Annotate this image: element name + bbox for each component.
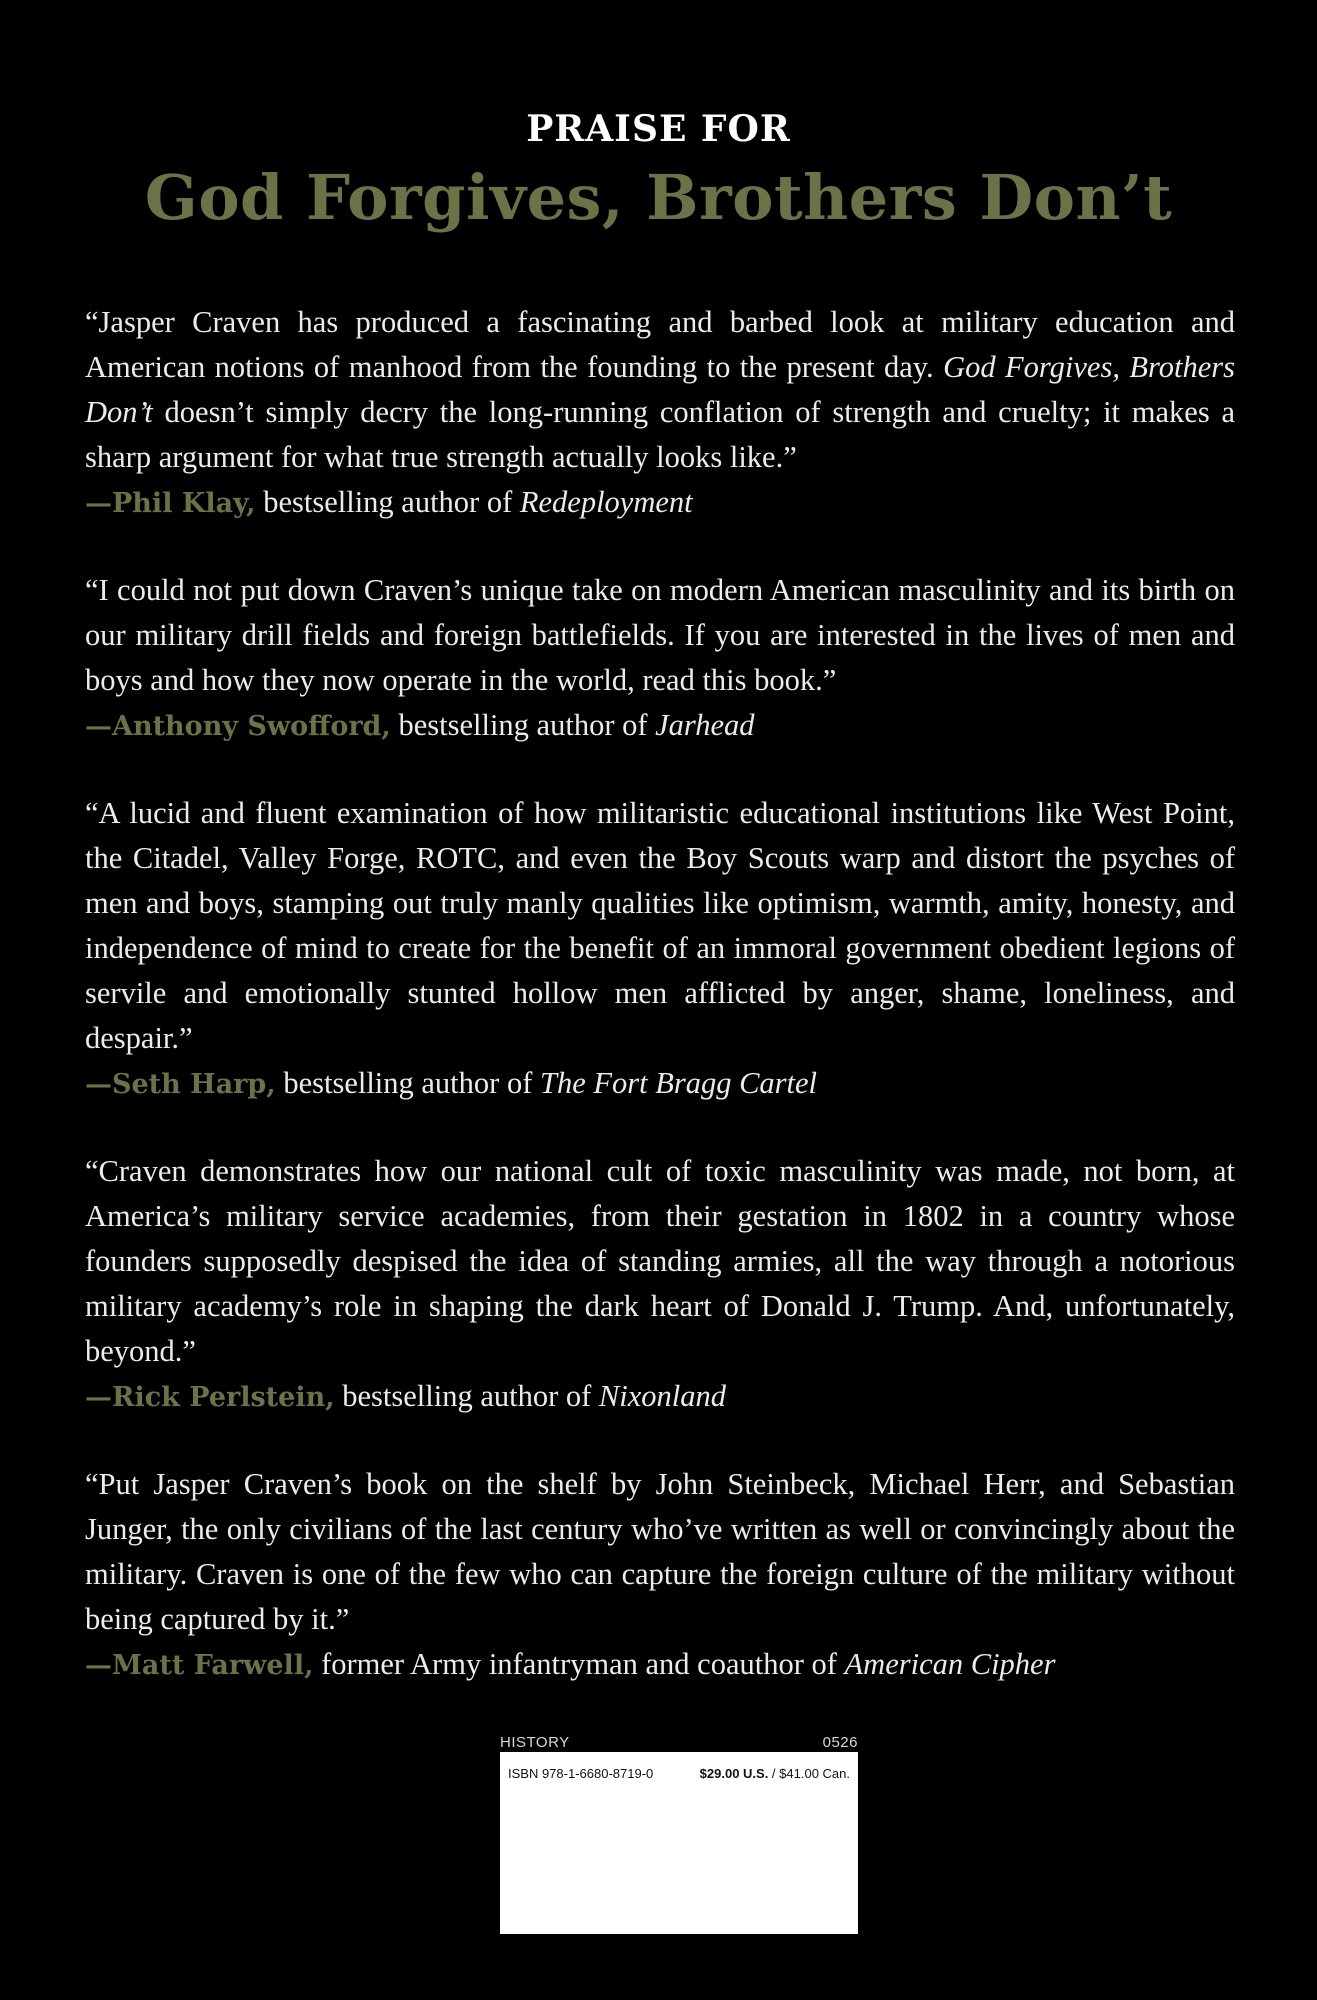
blurb-author-work: Redeployment bbox=[519, 485, 693, 519]
blurb-attribution bbox=[85, 703, 1235, 749]
blurb-attribution bbox=[85, 480, 1235, 526]
blurb-quote-book-title: God Forgives, Brothers Don’t bbox=[85, 350, 1236, 429]
blurb-author-work: American Cipher bbox=[844, 1647, 1056, 1681]
blurb-author-work: Nixonland bbox=[598, 1379, 727, 1413]
praise-header bbox=[0, 104, 1317, 238]
blurb-attribution bbox=[85, 1642, 1235, 1688]
blurb-quote: “I could not put down Craven’s unique take on modern American masculinity and its birth on our military drill fields and foreign battlefields. If you are interested in the lives of men and boys and how they now operate in the world, read this book.” bbox=[85, 573, 1235, 697]
blurb-author: —Rick Perlstein, bbox=[85, 1382, 335, 1413]
blurb-author-role: bestselling author of bbox=[390, 708, 656, 742]
blurb-author-work: Jarhead bbox=[655, 708, 755, 742]
blurb-author-role: former Army infantryman and coauthor of bbox=[313, 1647, 845, 1681]
barcode-header bbox=[500, 1734, 858, 1752]
blurb-author: —Phil Klay, bbox=[85, 488, 256, 519]
blurb-list bbox=[85, 300, 1235, 1730]
blurb-1 bbox=[85, 300, 1235, 526]
blurb-quote-text: doesn’t simply decry the long-running conflation of strength and cruelty; it makes a sharp argument for what true strength actually looks like.” bbox=[85, 395, 1235, 474]
book-title: God Forgives, Brothers Don’t bbox=[144, 161, 1173, 234]
blurb-quote: “Put Jasper Craven’s book on the shelf by John Steinbeck, Michael Herr, and Sebastian Junger, the only civilians of the last century who’ve written as well or convincingly about the military. Craven is one of the few who can capture the foreign culture of the military without being captured by it.” bbox=[85, 1467, 1235, 1636]
price-text bbox=[700, 1766, 850, 1781]
blurb-4 bbox=[85, 1149, 1235, 1420]
isbn-text: ISBN 978-1-6680-8719-0 bbox=[508, 1766, 654, 1781]
blurb-author: —Matt Farwell, bbox=[85, 1650, 314, 1681]
blurb-author-work: The Fort Bragg Cartel bbox=[539, 1066, 818, 1100]
isbn-price-row bbox=[508, 1766, 850, 1781]
blurb-quote: “A lucid and fluent examination of how militaristic educational institutions like West Point, the Citadel, Valley Forge, ROTC, and even the Boy Scouts warp and distort the psyches of men and boys, stamping out truly manly qualities like optimism, warmth, amity, honesty, and independence of mind to create for the benefit of an immoral government obedient legions of servile and emotionally stunted hollow men afflicted by anger, shame, loneliness, and despair.” bbox=[85, 796, 1235, 1055]
blurb-attribution bbox=[85, 1061, 1235, 1107]
price-us: $29.00 U.S. bbox=[699, 1766, 769, 1781]
barcode-box bbox=[500, 1734, 858, 1934]
blurb-author-role: bestselling author of bbox=[255, 485, 520, 519]
praise-label: PRAISE FOR bbox=[526, 108, 791, 150]
blurb-author-role: bestselling author of bbox=[334, 1379, 599, 1413]
price-separator: / bbox=[768, 1766, 780, 1781]
blurb-attribution bbox=[85, 1374, 1235, 1420]
blurb-quote: “Craven demonstrates how our national cult of toxic masculinity was made, not born, at America’s military service academies, from their gestation in 1802 in a country whose founders supposedly despised the idea of standing armies, all the way through a notorious military academy’s role in shaping the dark heart of Donald J. Trump. And, unfortunately, beyond.” bbox=[85, 1154, 1235, 1368]
blurb-5 bbox=[85, 1462, 1235, 1688]
blurb-quote bbox=[85, 300, 1235, 480]
blurb-author-role: bestselling author of bbox=[275, 1066, 540, 1100]
blurb-author: —Anthony Swofford, bbox=[85, 711, 391, 742]
blurb-quote-text: “Jasper Craven has produced a fascinating and barbed look at military education and American notions of manhood from the founding to the present day. bbox=[85, 305, 1235, 384]
blurb-author: —Seth Harp, bbox=[85, 1069, 276, 1100]
product-code: 0526 bbox=[822, 1734, 858, 1751]
blurb-2 bbox=[85, 568, 1235, 749]
category-label: HISTORY bbox=[500, 1734, 570, 1751]
blurb-3 bbox=[85, 791, 1235, 1107]
price-can: $41.00 Can. bbox=[779, 1766, 850, 1781]
